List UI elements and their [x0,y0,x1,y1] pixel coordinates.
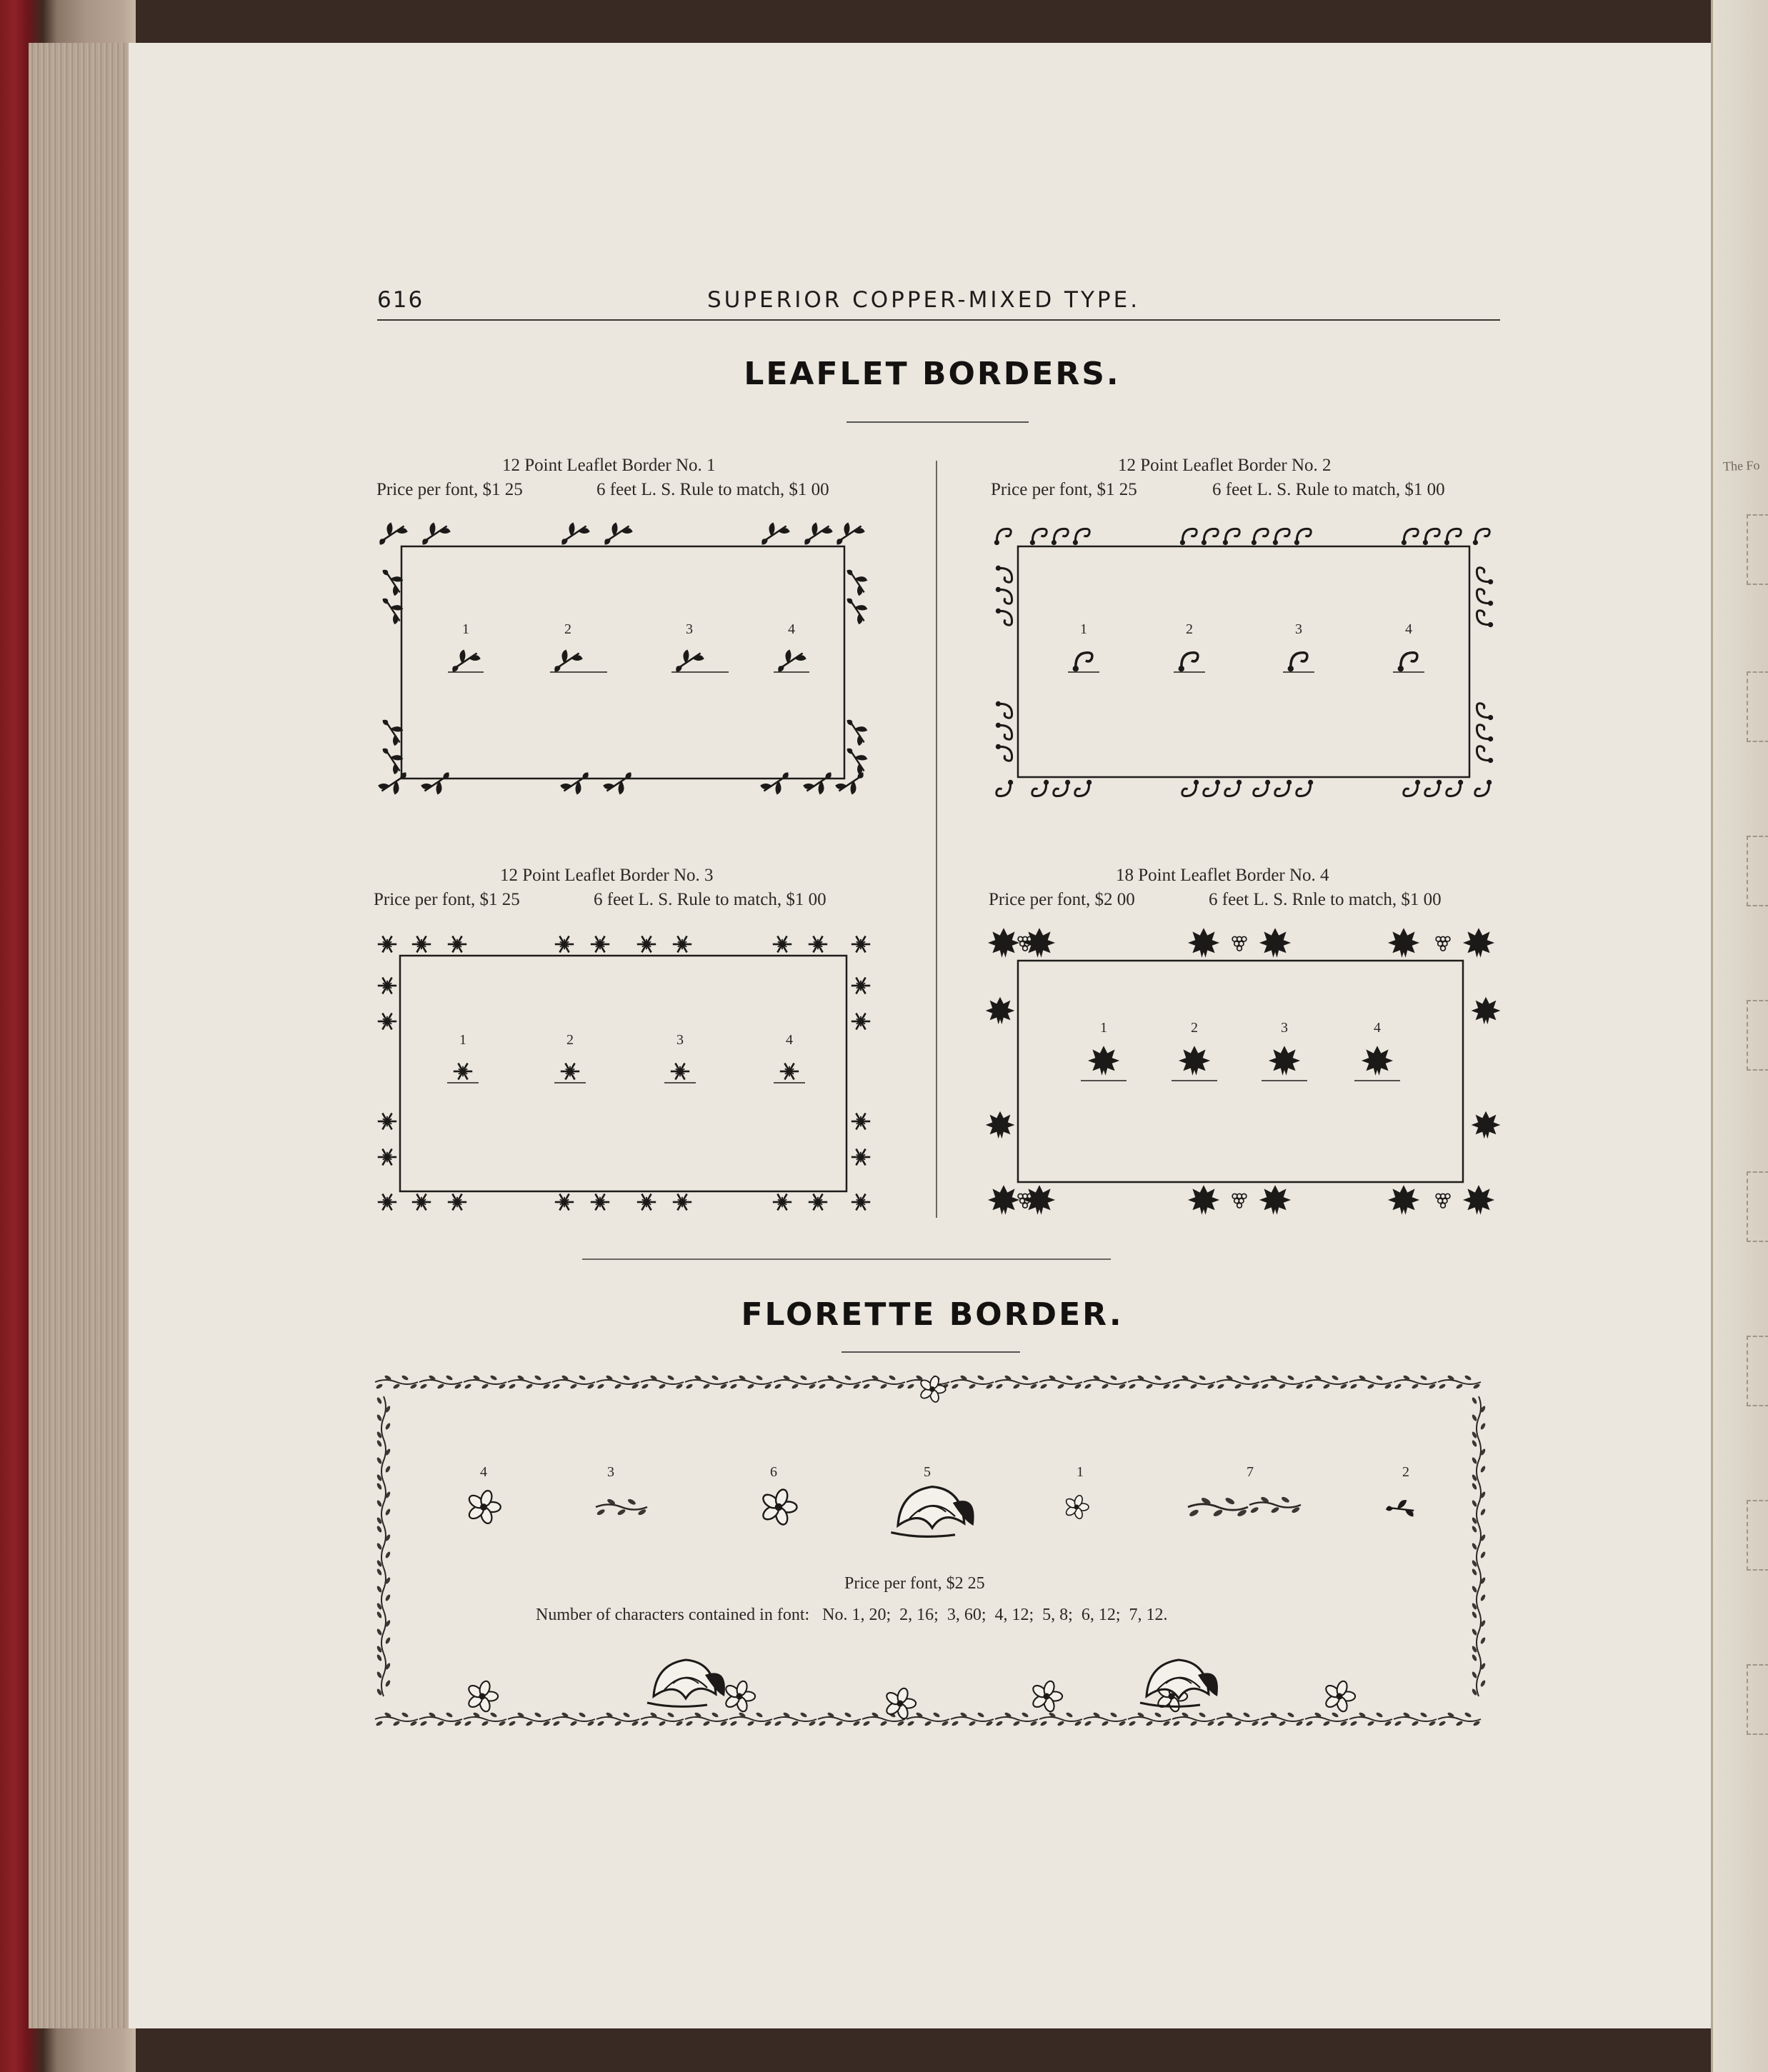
vine-flower-icon [1394,1711,1437,1726]
vine-flower-icon [1394,1374,1437,1389]
facing-page-box [1747,514,1768,585]
scroll-curl-icon [1477,746,1493,763]
maple-leaf-grape-icon [1463,928,1494,958]
vine-flower-icon [729,1711,772,1726]
scroll-curl-icon [1477,611,1493,627]
leaf-sprig-icon [835,772,864,794]
leaf-sprig-icon [383,570,404,596]
star-flower-icon [378,1149,396,1166]
facing-page-box [1747,1336,1768,1406]
star-flower-icon [378,936,396,953]
section-title-florette: FLORETTE BORDER. [741,1296,1124,1333]
vine-flower-icon [818,1374,861,1389]
vine-flower-icon [1305,1374,1348,1389]
vine-flower-icon [508,1711,551,1726]
scroll-curl-icon [1447,780,1463,796]
vine-flower-icon [596,1498,647,1516]
vine-flower-icon [685,1374,728,1389]
leaf-sprig-icon [383,749,404,774]
scroll-curl-icon [1252,529,1268,545]
maple-leaf-grape-icon [986,1111,1014,1138]
vine-flower-icon [466,1680,498,1713]
vine-flower-icon [376,1611,391,1653]
vine-flower-icon [1128,1374,1171,1389]
vine-flower-icon [552,1711,595,1726]
scroll-curl-icon [996,566,1012,582]
scroll-curl-icon [1294,529,1311,545]
florette-border-specimen [368,1368,1493,1739]
vine-flower-icon [1386,1493,1419,1526]
piece-number: 2 [564,621,571,637]
vine-flower-icon [1217,1374,1259,1389]
vine-flower-icon [774,1374,816,1389]
scroll-curl-icon [1030,529,1047,545]
scroll-curl-icon [1473,529,1489,545]
star-flower-icon [673,936,691,953]
scroll-curl-icon [1202,529,1218,545]
piece-number: 4 [786,1032,793,1048]
leaf-sprig-icon [804,522,833,544]
vine-flower-icon [818,1711,861,1726]
vine-flower-icon [376,1568,391,1611]
star-flower-icon [555,1194,574,1211]
scroll-curl-icon [1297,780,1313,796]
piece-number: 4 [1374,1020,1381,1036]
scroll-curl-icon [1423,529,1439,545]
piece-number: 1 [1077,1464,1084,1480]
section-divider [582,1258,1111,1260]
leaf-sprig-icon [847,570,868,596]
maple-leaf-grape-icon [1436,1193,1450,1208]
scroll-curl-icon [1180,529,1197,545]
vine-flower-icon [891,1487,974,1537]
scroll-curl-icon [1052,529,1068,545]
border-name: 12 Point Leaflet Border No. 3 [500,866,714,885]
title-underline [841,1351,1020,1353]
border-price: Price per font, $2 00 [989,890,1135,909]
vine-flower-icon [1064,1494,1089,1519]
star-flower-icon [378,1014,396,1030]
scroll-curl-icon [1054,780,1070,796]
maple-leaf-grape-icon [1269,1046,1300,1076]
vine-flower-icon [1438,1374,1481,1389]
maple-leaf-grape-icon [1388,1185,1419,1215]
page-block-edges [29,43,136,2028]
leaf-sprig-icon [778,649,806,671]
maple-leaf-grape-icon [988,1185,1019,1215]
vine-flower-icon [464,1374,506,1389]
vine-flower-icon [641,1374,684,1389]
vine-flower-icon [1084,1711,1127,1726]
maple-leaf-grape-icon [1472,1111,1501,1138]
vine-flower-icon [951,1711,994,1726]
vine-flower-icon [1471,1439,1486,1482]
star-flower-icon [378,1113,396,1130]
vine-flower-icon [1172,1711,1215,1726]
leaf-sprig-icon [561,522,590,544]
scroll-curl-icon [1275,780,1292,796]
vine-flower-icon [1128,1711,1171,1726]
facing-page-fragment: The Fo [1722,458,1760,474]
scroll-curl-icon [1477,568,1493,584]
scroll-curl-icon [1425,780,1442,796]
leaflet-border-4-specimen [986,925,1507,1225]
vine-flower-icon [995,1374,1038,1389]
scroll-curl-icon [1477,704,1493,720]
vine-flower-icon [376,1653,391,1696]
scroll-curl-icon [1225,780,1242,796]
vine-flower-icon [1471,1396,1486,1439]
vine-flower-icon [1471,1525,1486,1568]
vine-flower-icon [1188,1496,1248,1518]
star-flower-icon [809,936,827,953]
vine-flower-icon [1217,1711,1259,1726]
star-flower-icon [673,1194,691,1211]
piece-number: 4 [788,621,795,637]
vine-flower-icon [862,1374,905,1389]
star-flower-icon [378,978,396,994]
vine-flower-icon [729,1374,772,1389]
star-flower-icon [412,1194,431,1211]
vine-flower-icon [884,1687,916,1720]
leaflet-border-2-specimen [989,518,1504,818]
border-rule-price: 6 feet L. S. Rule to match, $1 00 [1212,480,1445,499]
piece-number: 2 [1402,1464,1409,1480]
leaflet-border-1-specimen [371,518,886,818]
leaf-sprig-icon [836,522,865,544]
header-rule [377,319,1500,321]
star-flower-icon [773,1194,791,1211]
vine-flower-icon [1261,1374,1304,1389]
maple-leaf-grape-icon [988,928,1019,958]
vine-flower-icon [995,1711,1038,1726]
title-underline [846,421,1029,423]
scroll-curl-icon [1475,780,1492,796]
maple-leaf-grape-icon [1024,1185,1055,1215]
border-rule-frame [1018,961,1463,1182]
scroll-curl-icon [1288,653,1307,672]
scroll-curl-icon [1032,780,1049,796]
piece-number: 2 [1186,621,1193,637]
vine-flower-icon [1471,1482,1486,1525]
vine-flower-icon [1471,1568,1486,1611]
facing-page-box [1747,671,1768,742]
facing-page-box [1747,836,1768,906]
vine-flower-icon [1305,1711,1348,1726]
scroll-curl-icon [996,744,1012,761]
vine-flower-icon [774,1711,816,1726]
leaf-sprig-icon [847,749,868,774]
vine-flower-icon [376,1482,391,1525]
vine-flower-icon [951,1374,994,1389]
scroll-curl-icon [1404,780,1420,796]
vine-flower-icon [464,1711,506,1726]
maple-leaf-grape-icon [1463,1185,1494,1215]
leaf-sprig-icon [603,772,631,794]
star-flower-icon [780,1063,799,1080]
vine-flower-icon [1172,1374,1215,1389]
leaf-sprig-icon [761,522,790,544]
star-flower-icon [555,936,574,953]
scroll-curl-icon [1398,653,1417,672]
piece-number: 3 [1281,1020,1288,1036]
leaf-sprig-icon [378,772,406,794]
maple-leaf-grape-icon [986,997,1014,1024]
piece-number: 1 [462,621,469,637]
column-divider [936,461,937,1218]
vine-flower-icon [1249,1496,1301,1513]
vine-flower-icon [1261,1711,1304,1726]
maple-leaf-grape-icon [1472,997,1501,1024]
scroll-curl-icon [1477,589,1493,606]
vine-flower-icon [724,1680,755,1713]
maple-leaf-grape-icon [1436,936,1450,951]
leaf-sprig-icon [760,772,789,794]
border-rule-price: 6 feet L. S. Rnle to match, $1 00 [1209,890,1442,909]
vine-flower-icon [419,1374,462,1389]
facing-page-gutter [1711,0,1713,2072]
maple-leaf-grape-icon [1024,928,1055,958]
piece-number: 1 [1080,621,1087,637]
vine-flower-icon [376,1396,391,1439]
leaf-sprig-icon [554,649,583,671]
piece-number: 3 [676,1032,684,1048]
piece-number: 4 [1405,621,1412,637]
border-price: Price per font, $1 25 [374,890,520,909]
vine-flower-icon [1039,1711,1082,1726]
piece-number: 2 [1191,1020,1198,1036]
facing-page-box [1747,1000,1768,1071]
scroll-curl-icon [994,529,1011,545]
facing-page-box [1747,1171,1768,1242]
border-price: Price per font, $1 25 [376,480,523,499]
florette-character-counts: Number of characters contained in font: No. 1, 20; 2, 16; 3, 60; 4, 12; 5, 8; 6, 12; 7, 12. [536,1606,1168,1624]
border-name: 18 Point Leaflet Border No. 4 [1116,866,1329,885]
vine-flower-icon [376,1525,391,1568]
vine-flower-icon [1324,1680,1355,1713]
maple-leaf-grape-icon [1388,928,1419,958]
vine-flower-icon [508,1374,551,1389]
scroll-curl-icon [1075,780,1092,796]
vine-flower-icon [1471,1653,1486,1696]
vine-flower-icon [641,1711,684,1726]
florette-price: Price per font, $2 25 [844,1574,985,1593]
maple-leaf-grape-icon [1088,1046,1119,1076]
piece-number: 1 [459,1032,466,1048]
border-rule-frame [401,546,844,779]
scroll-curl-icon [997,780,1013,796]
star-flower-icon [412,936,431,953]
running-head: SUPERIOR COPPER-MIXED TYPE. [707,287,1141,313]
vine-flower-icon [596,1374,639,1389]
piece-number: 6 [770,1464,777,1480]
star-flower-icon [851,1194,870,1211]
vine-flower-icon [1349,1711,1392,1726]
piece-number: 3 [1295,621,1302,637]
scroll-curl-icon [996,701,1012,718]
vine-flower-icon [907,1711,949,1726]
maple-leaf-grape-icon [1259,928,1291,958]
star-flower-icon [851,1014,870,1030]
maple-leaf-grape-icon [1188,1185,1219,1215]
vine-flower-icon [1140,1660,1218,1706]
vine-flower-icon [919,1376,946,1403]
scroll-curl-icon [996,609,1012,625]
piece-number: 5 [924,1464,931,1480]
border-name: 12 Point Leaflet Border No. 2 [1118,456,1332,475]
vine-flower-icon [647,1660,725,1706]
star-flower-icon [671,1063,689,1080]
star-flower-icon [851,1149,870,1166]
maple-leaf-grape-icon [1362,1046,1393,1076]
maple-leaf-grape-icon [1259,1185,1291,1215]
facing-page-box [1747,1664,1768,1735]
border-rule-price: 6 feet L. S. Rule to match, $1 00 [596,480,829,499]
leaf-sprig-icon [847,720,868,746]
leaf-sprig-icon [560,772,589,794]
vine-flower-icon [376,1439,391,1482]
scroll-curl-icon [1182,780,1199,796]
border-name: 12 Point Leaflet Border No. 1 [502,456,716,475]
section-title-leaflet: LEAFLET BORDERS. [744,356,1121,392]
maple-leaf-grape-icon [1232,1193,1247,1208]
star-flower-icon [561,1063,579,1080]
vine-flower-icon [375,1374,418,1389]
leaf-sprig-icon [383,599,404,624]
piece-number: 4 [480,1464,487,1480]
leaf-sprig-icon [379,522,408,544]
maple-leaf-grape-icon [1188,928,1219,958]
scroll-curl-icon [996,587,1012,604]
vine-flower-icon [1349,1374,1392,1389]
border-rule-price: 6 feet L. S. Rule to match, $1 00 [594,890,826,909]
maple-leaf-grape-icon [1232,936,1247,951]
leaf-sprig-icon [383,720,404,746]
vine-flower-icon [1031,1680,1062,1713]
piece-number: 1 [1100,1020,1107,1036]
vine-flower-icon [419,1711,462,1726]
vine-flower-icon [1039,1374,1082,1389]
star-flower-icon [809,1194,827,1211]
star-flower-icon [773,936,791,953]
scroll-curl-icon [1402,529,1418,545]
star-flower-icon [448,1194,466,1211]
leaflet-border-3-specimen [371,929,886,1228]
piece-number: 7 [1247,1464,1254,1480]
leaf-sprig-icon [803,772,831,794]
scroll-curl-icon [1223,529,1239,545]
scroll-curl-icon [1179,653,1198,672]
piece-number: 2 [566,1032,574,1048]
leaf-sprig-icon [676,649,704,671]
star-flower-icon [378,1194,396,1211]
scroll-curl-icon [996,723,1012,739]
star-flower-icon [591,936,609,953]
star-flower-icon [454,1063,472,1080]
star-flower-icon [851,1113,870,1130]
vine-flower-icon [1084,1374,1127,1389]
vine-flower-icon [1438,1711,1481,1726]
piece-number: 3 [686,621,693,637]
page-number: 616 [377,287,424,313]
star-flower-icon [851,978,870,994]
star-flower-icon [591,1194,609,1211]
star-flower-icon [637,936,656,953]
vine-flower-icon [467,1489,501,1525]
piece-number: 3 [607,1464,614,1480]
maple-leaf-grape-icon [1179,1046,1210,1076]
scroll-curl-icon [1444,529,1461,545]
border-price: Price per font, $1 25 [991,480,1137,499]
leaf-sprig-icon [422,522,451,544]
leaf-sprig-icon [604,522,633,544]
scroll-curl-icon [1073,529,1089,545]
vine-flower-icon [761,1488,797,1526]
vine-flower-icon [685,1711,728,1726]
scroll-curl-icon [1073,653,1092,672]
vine-flower-icon [1471,1611,1486,1653]
vine-flower-icon [552,1374,595,1389]
star-flower-icon [637,1194,656,1211]
leaf-sprig-icon [421,772,449,794]
vine-flower-icon [596,1711,639,1726]
scroll-curl-icon [1477,725,1493,741]
leaf-sprig-icon [452,649,481,671]
leaf-sprig-icon [847,599,868,624]
star-flower-icon [448,936,466,953]
facing-page-box [1747,1500,1768,1571]
vine-flower-icon [375,1711,418,1726]
scroll-curl-icon [1273,529,1289,545]
scroll-curl-icon [1204,780,1220,796]
scroll-curl-icon [1254,780,1270,796]
star-flower-icon [851,936,870,953]
